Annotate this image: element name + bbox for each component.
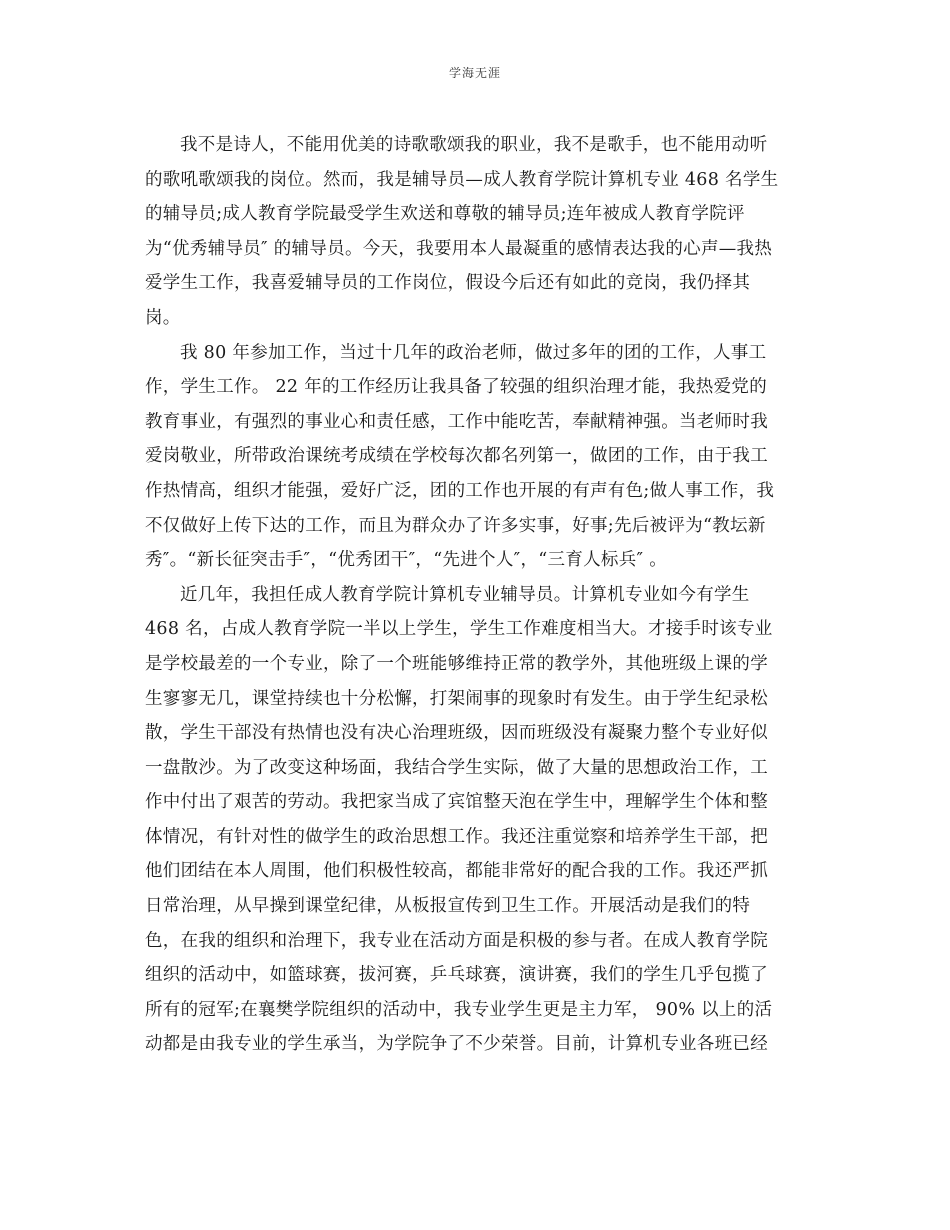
text-line: 是学校最差的一个专业，除了一个班能够维持正常的教学外，其他班级上课的学 — [145, 653, 768, 674]
document-body — [145, 128, 813, 1062]
paragraph-3 — [145, 578, 813, 1062]
text-line: 散，学生干部没有热情也没有决心治理班级，因而班级没有凝聚力整个专业好似 — [145, 723, 768, 744]
text-line: 日常治理，从早操到课堂纪律，从板报宣传到卫生工作。开展活动是我们的特 — [145, 896, 751, 917]
text-line: 他们团结在本人周围，他们积极性较高，都能非常好的配合我的工作。我还严抓 — [145, 861, 768, 882]
text-line: 岗。 — [145, 307, 181, 328]
text-line: 的辅导员;成人教育学院最受学生欢送和尊敬的辅导员;连年被成人教育学院评 — [145, 204, 745, 225]
text-line: 作，学生工作。 22 年的工作经历让我具备了较强的组织治理才能，我热爱党的 — [145, 377, 767, 398]
text-line: 爱岗敬业，所带政治课统考成绩在学校每次都名列第一，做团的工作，由于我工 — [145, 446, 768, 467]
text-line: 我不是诗人，不能用优美的诗歌歌颂我的职业，我不是歌手，也不能用动听 — [180, 135, 768, 155]
text-line: 468 名，占成人教育学院一半以上学生，学生工作难度相当大。才接手时该专业 — [145, 619, 773, 640]
paragraph-2 — [145, 336, 813, 578]
text-line: 生寥寥无几，课堂持续也十分松懈，打架闹事的现象时有发生。由于学生纪录松 — [145, 688, 768, 709]
text-line: 组织的活动中，如篮球赛，拔河赛，乒乓球赛，演讲赛，我们的学生几乎包揽了 — [145, 965, 768, 986]
paragraph-1 — [145, 128, 813, 336]
text-line: 作中付出了艰苦的劳动。我把家当成了宾馆整天泡在学生中，理解学生个体和整 — [145, 792, 768, 813]
text-line: 近几年，我担任成人教育学院计算机专业辅导员。计算机专业如今有学生 — [180, 584, 750, 605]
text-line: 我 80 年参加工作，当过十几年的政治老师，做过多年的团的工作，人事工 — [180, 342, 767, 363]
text-line: 秀″。“新长征突击手″，“优秀团干″，“先进个人″，“三育人标兵″ 。 — [145, 550, 668, 571]
text-line: 作热情高，组织才能强，爱好广泛，团的工作也开展的有声有色;做人事工作，我 — [145, 480, 775, 501]
text-line: 爱学生工作，我喜爱辅导员的工作岗位，假设今后还有如此的竞岗，我仍择其 — [145, 273, 751, 294]
text-line: 体情况，有针对性的做学生的政治思想工作。我还注重觉察和培养学生干部，把 — [145, 826, 768, 847]
text-line: 动都是由我专业的学生承当，为学院争了不少荣誉。目前，计算机专业各班已经 — [145, 1034, 768, 1055]
page-header: 学海无涯 — [448, 66, 501, 80]
text-line: 为“优秀辅导员″ 的辅导员。今天，我要用本人最凝重的感情表达我的心声—我热 — [145, 238, 773, 259]
text-line: 不仅做好上传下达的工作，而且为群众办了许多实事，好事;先后被评为“教坛新 — [145, 515, 766, 536]
text-line: 所有的冠军;在襄樊学院组织的活动中，我专业学生更是主力军， 90% 以上的活 — [145, 999, 773, 1020]
text-line: 一盘散沙。为了改变这种场面，我结合学生实际，做了大量的思想政治工作，工 — [145, 757, 768, 778]
text-line: 色，在我的组织和治理下，我专业在活动方面是积极的参与者。在成人教育学院 — [145, 930, 768, 951]
text-line: 的歌吼歌颂我的岗位。然而，我是辅导员—成人教育学院计算机专业 468 名学生 — [145, 169, 779, 190]
text-line: 教育事业，有强烈的事业心和责任感，工作中能吃苦，奉献精神强。当老师时我 — [145, 411, 768, 432]
